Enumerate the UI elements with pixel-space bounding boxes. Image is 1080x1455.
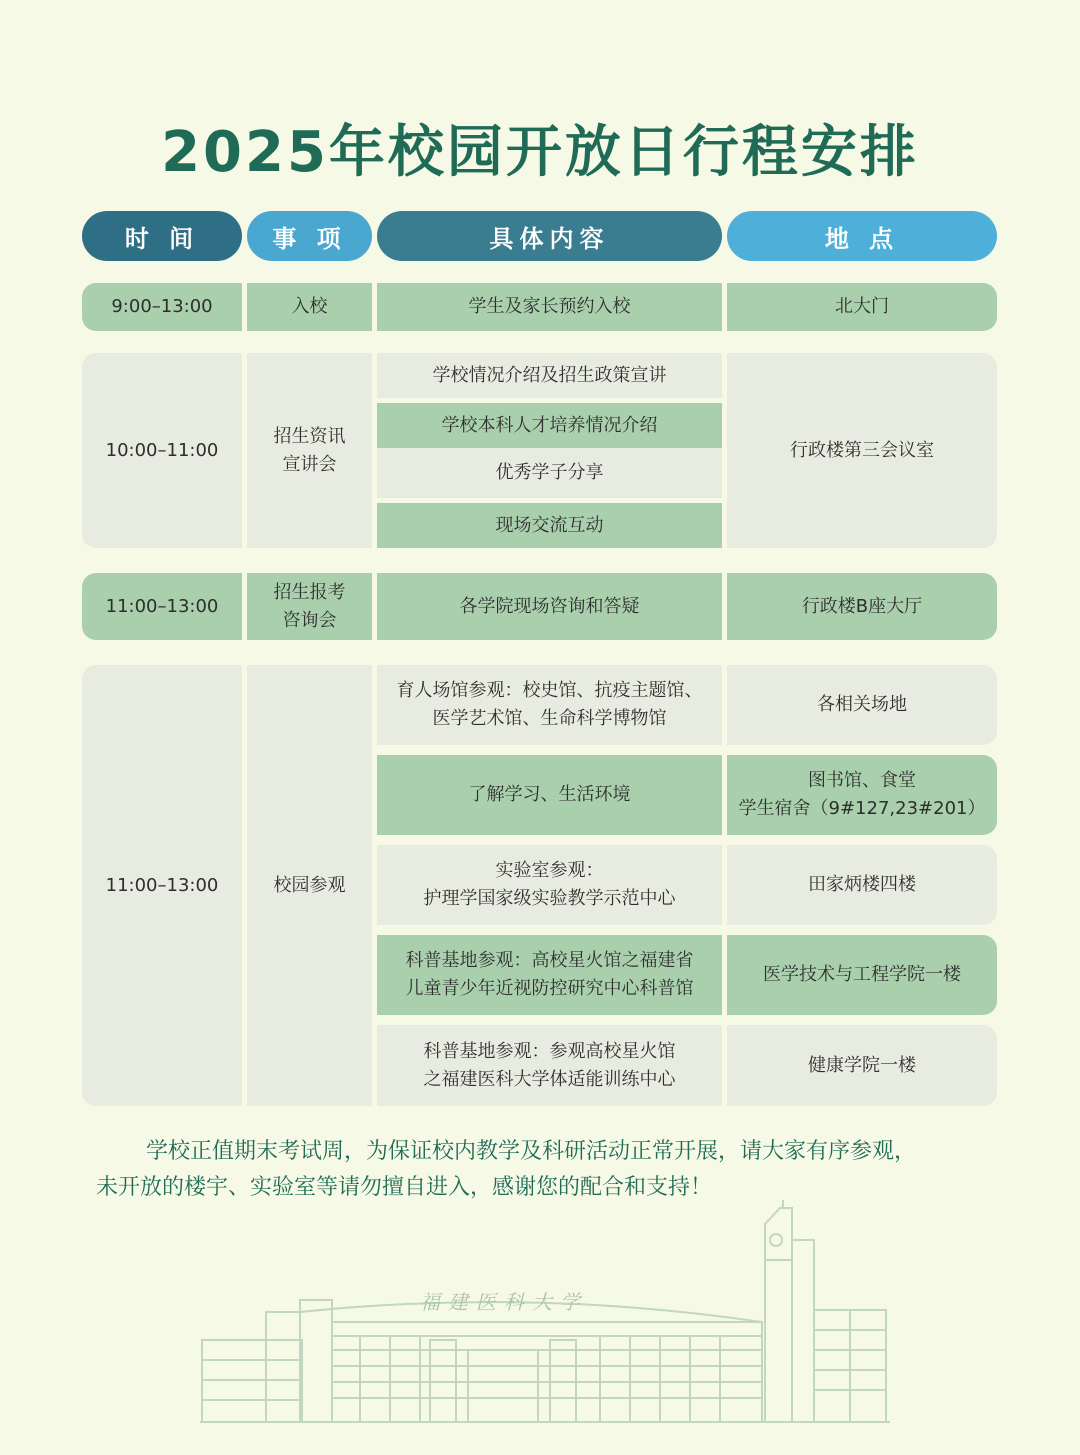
campus-name-calligraphy: 福建医科大学 <box>420 1290 588 1314</box>
row4-sub4-content-line1: 科普基地参观：高校星火馆之福建省 <box>405 950 694 971</box>
row4-sub4-content-line2: 儿童青少年近视防控研究中心科普馆 <box>405 978 694 999</box>
notice-line2: 未开放的楼宇、实验室等请勿擅自进入，感谢您的配合和支持！ <box>96 1175 713 1200</box>
row4-sub1-content-line2: 医学艺术馆、生命科学博物馆 <box>432 708 667 729</box>
row2-item-line1: 招生资讯 <box>273 425 346 447</box>
row1-location: 北大门 <box>727 283 997 331</box>
row2-item <box>247 353 372 548</box>
row4-sub1-location: 各相关场地 <box>727 665 997 745</box>
row4-sub1-content-line1: 育人场馆参观：校史馆、抗疫主题馆、 <box>396 680 703 701</box>
row2-location: 行政楼第三会议室 <box>727 353 997 548</box>
row2-content-2: 学校本科人才培养情况介绍 <box>377 403 722 448</box>
row3-item <box>247 573 372 640</box>
row3-item-line1: 招生报考 <box>273 581 346 603</box>
row4-sub3-location: 田家炳楼四楼 <box>727 845 997 925</box>
row4-sub2-location-line2: 学生宿舍（9#127,23#201） <box>738 798 986 819</box>
row2-time: 10:00–11:00 <box>82 353 242 548</box>
row3-location: 行政楼B座大厅 <box>727 573 997 640</box>
row1-item: 入校 <box>247 283 372 331</box>
row4-sub5-location: 健康学院一楼 <box>727 1025 997 1106</box>
notice-text <box>96 1134 996 1206</box>
row4-sub3-content-line2: 护理学国家级实验教学示范中心 <box>423 888 676 909</box>
row4-sub1-content <box>377 665 722 745</box>
row4-sub3-content-line1: 实验室参观： <box>495 860 604 881</box>
header-content: 具体内容 <box>377 211 722 261</box>
row2-content-3: 优秀学子分享 <box>377 448 722 498</box>
row1-content: 学生及家长预约入校 <box>377 283 722 331</box>
row4-time: 11:00–13:00 <box>82 665 242 1106</box>
row4-sub4-location: 医学技术与工程学院一楼 <box>727 935 997 1015</box>
row2-content-1: 学校情况介绍及招生政策宣讲 <box>377 353 722 398</box>
page-title: 2025年校园开放日行程安排 <box>161 120 919 185</box>
header-item: 事 项 <box>247 211 372 261</box>
row3-content: 各学院现场咨询和答疑 <box>377 573 722 640</box>
row4-sub2-content: 了解学习、生活环境 <box>377 755 722 835</box>
row3-item-line2: 咨询会 <box>282 609 337 631</box>
campus-building-illustration <box>200 1200 900 1430</box>
row4-sub4-content <box>377 935 722 1015</box>
header-time: 时 间 <box>82 211 242 261</box>
row3-time: 11:00–13:00 <box>82 573 242 640</box>
row1-time: 9:00–13:00 <box>82 283 242 331</box>
row4-sub2-location-line1: 图书馆、食堂 <box>808 770 916 791</box>
header-location: 地 点 <box>727 211 997 261</box>
row2-item-line2: 宣讲会 <box>282 453 337 475</box>
row4-sub3-content <box>377 845 722 925</box>
row4-item: 校园参观 <box>247 665 372 1106</box>
row4-sub2-location <box>727 755 997 835</box>
row4-sub5-content <box>377 1025 722 1106</box>
row4-sub5-content-line1: 科普基地参观：参观高校星火馆 <box>423 1040 676 1062</box>
row4-sub5-content-line2: 之福建医科大学体适能训练中心 <box>423 1068 676 1090</box>
notice-line1: 学校正值期末考试周，为保证校内教学及科研活动正常开展，请大家有序参观， <box>146 1139 917 1164</box>
row2-content-4: 现场交流互动 <box>377 503 722 548</box>
